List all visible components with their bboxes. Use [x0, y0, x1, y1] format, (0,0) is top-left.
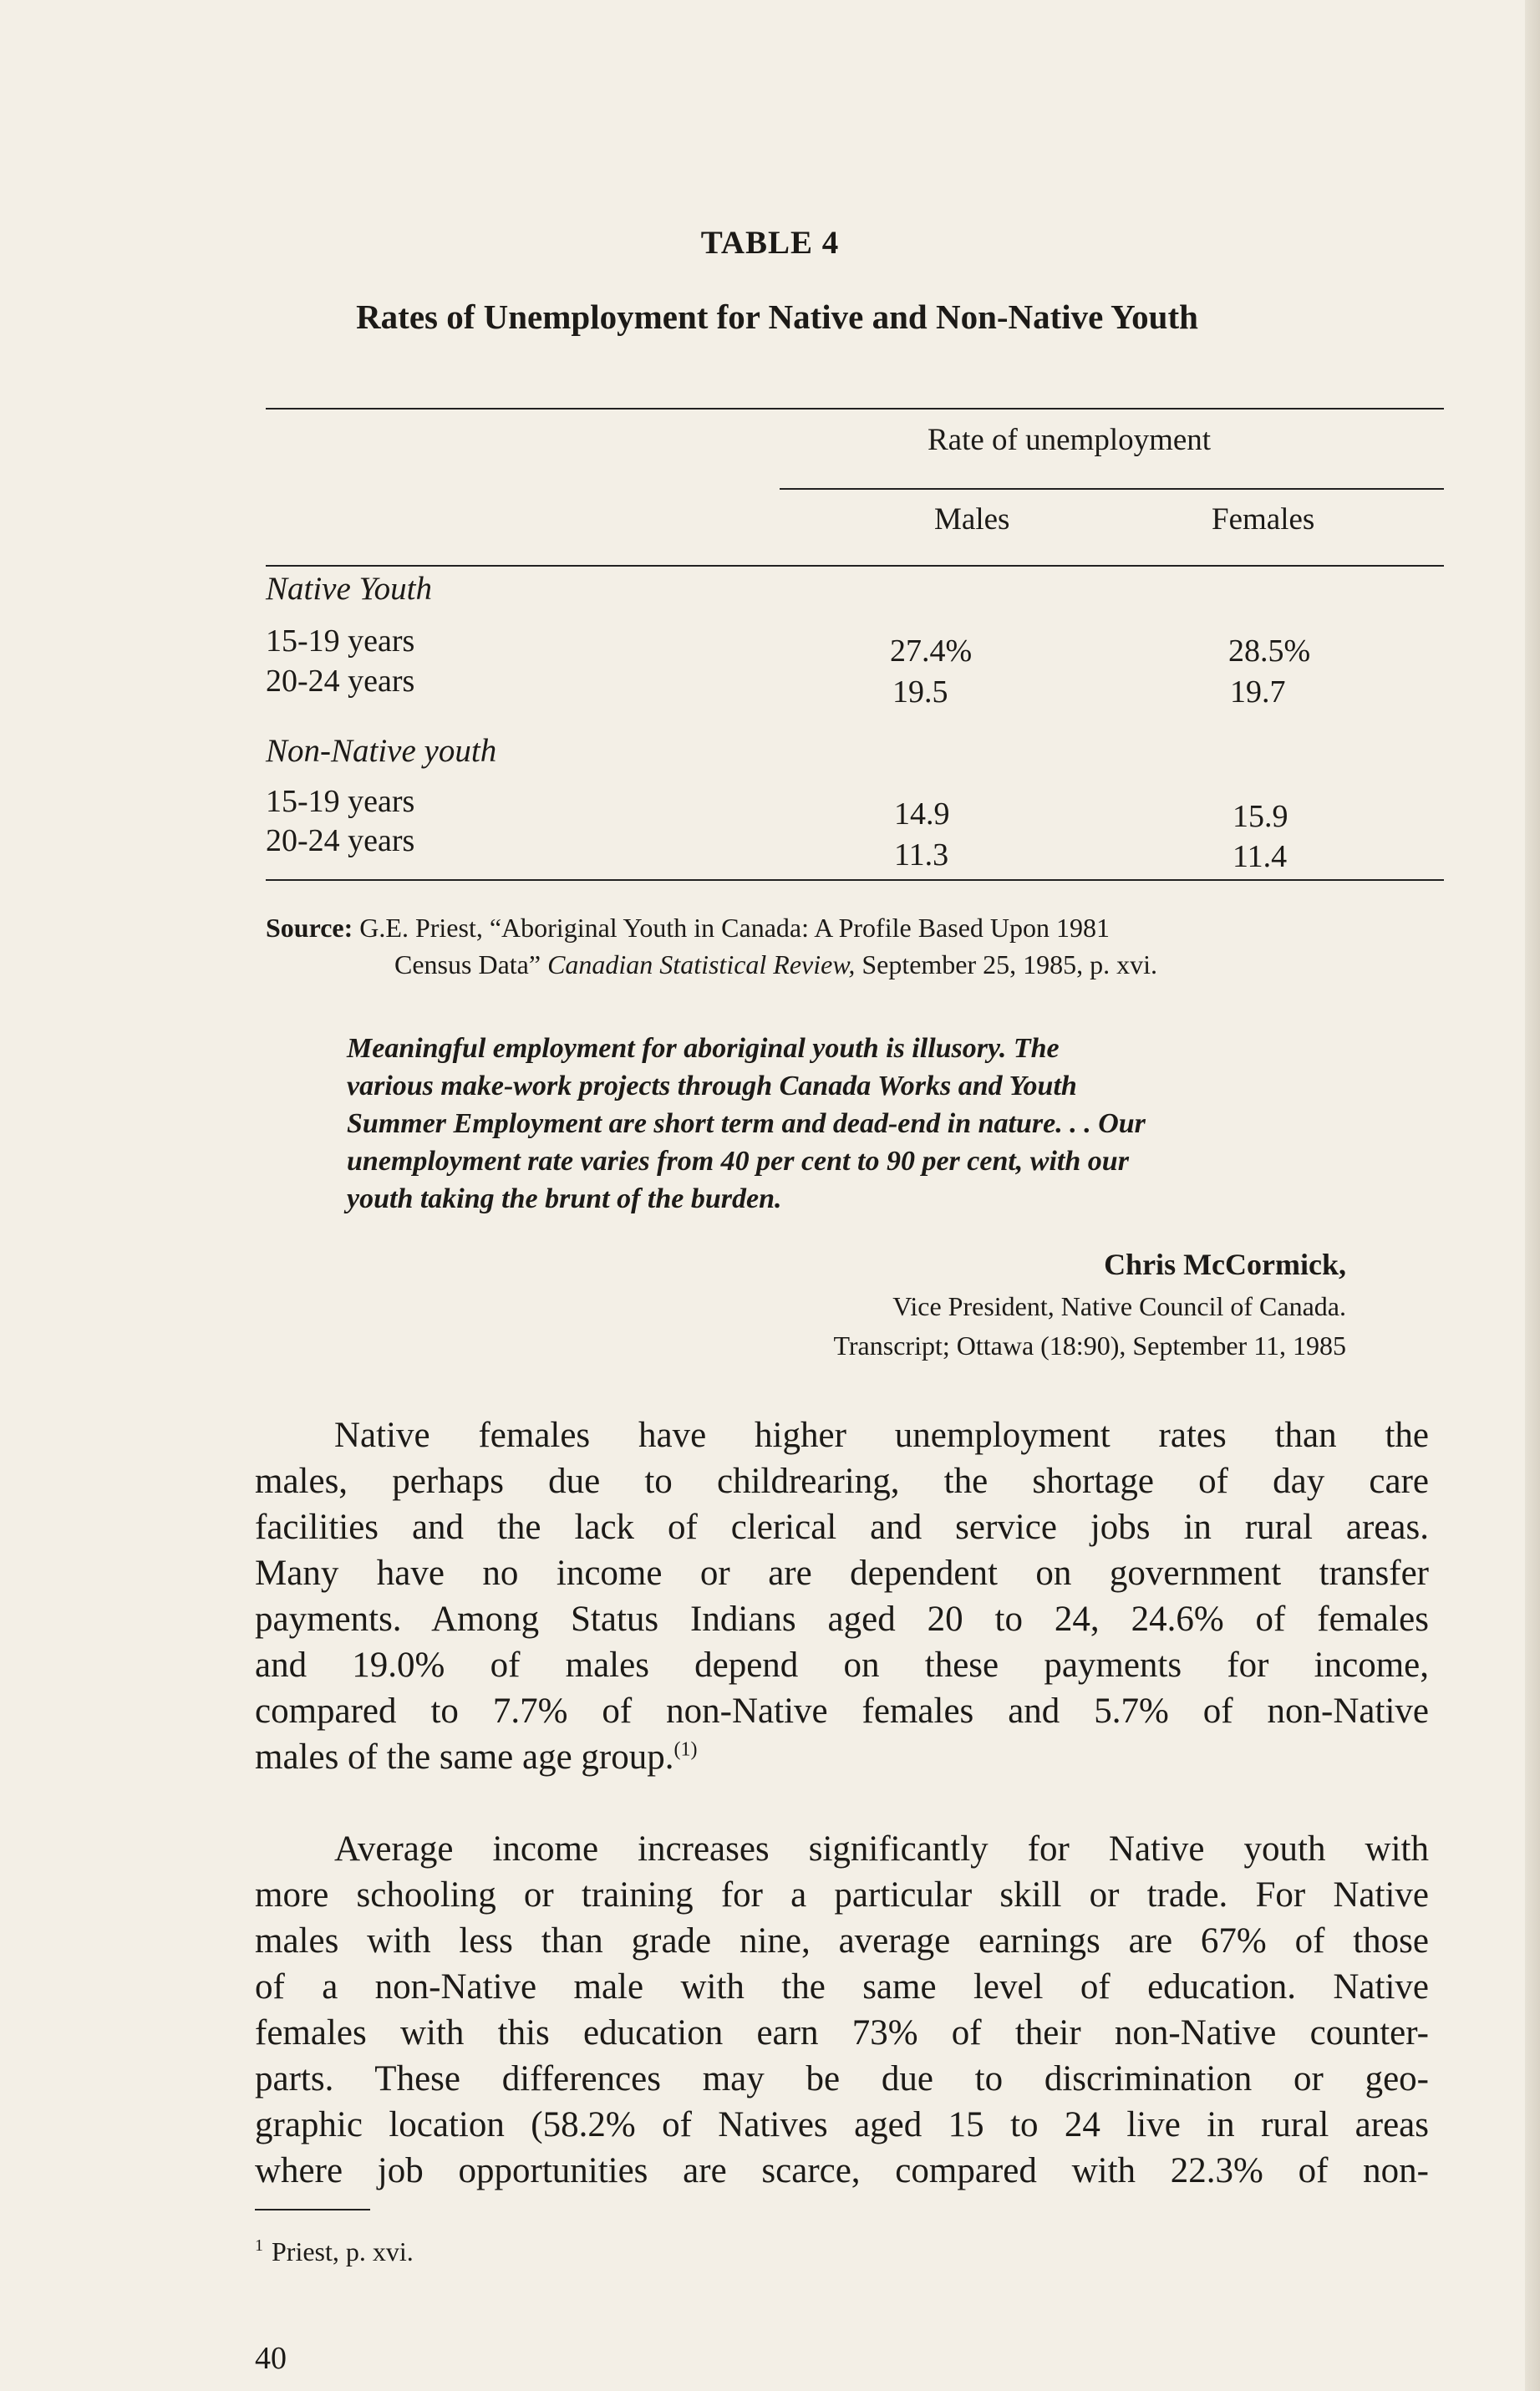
quote-author: Chris McCormick,	[1104, 1248, 1346, 1281]
page-number: 40	[255, 2341, 287, 2376]
paragraph-line: graphic location (58.2% of Natives aged 15 to 24 live in rural areas	[255, 2105, 1429, 2144]
footnote-reference: (1)	[673, 1738, 698, 1761]
paragraph-text: males of the same age group.	[255, 1737, 674, 1777]
quote-line: unemployment rate varies from 40 per cent to 90 per cent, with our	[347, 1146, 1129, 1177]
cell-females: 15.9	[1233, 799, 1288, 834]
cell-females: 11.4	[1233, 839, 1288, 874]
paragraph-line: females with this education earn 73% of their non-Native counter-	[255, 2013, 1429, 2053]
source-journal: Canadian Statistical Review,	[547, 949, 856, 979]
column-header-females: Females	[1212, 502, 1315, 537]
block-quote	[347, 1030, 1358, 1218]
footnote	[255, 2236, 414, 2267]
quote-line: Meaningful employment for aboriginal youth is illusory. The	[347, 1033, 1060, 1064]
footnote-mark: 1	[255, 2236, 263, 2256]
row-label: 20-24 years	[266, 664, 415, 699]
quote-line: Summer Employment are short term and dead-end in nature. . . Our	[347, 1108, 1146, 1139]
source-text: G.E. Priest, “Aboriginal Youth in Canada: A Profile Based Upon 1981	[359, 913, 1110, 943]
paragraph-line	[255, 1734, 1429, 1780]
cell-males: 11.3	[894, 837, 949, 872]
quote-line: various make-work projects through Canada Works and Youth	[347, 1071, 1077, 1101]
paragraph-line: of a non-Native male with the same level of education. Native	[255, 1967, 1429, 2007]
table-number: TABLE 4	[700, 225, 840, 261]
row-label: 15-19 years	[266, 623, 415, 659]
row-label: 20-24 years	[266, 823, 415, 858]
source-line-1	[266, 909, 1157, 946]
table-top-rule	[266, 408, 1444, 410]
group-header: Rate of unemployment	[928, 423, 1212, 457]
source-text: September 25, 1985, p. xvi.	[861, 949, 1158, 979]
table-title: Rates of Unemployment for Native and Non-Native Youth	[356, 298, 1198, 336]
cell-females: 19.7	[1230, 674, 1286, 710]
quote-citation: Transcript; Ottawa (18:90), September 11, 1985	[833, 1330, 1346, 1361]
cell-males: 27.4%	[890, 633, 973, 669]
footnote-rule	[255, 2209, 370, 2210]
body-paragraph	[255, 1412, 1429, 1780]
cell-males: 19.5	[892, 674, 948, 710]
source-text: Census Data”	[394, 949, 541, 979]
cell-males: 14.9	[894, 796, 950, 832]
paragraph-line: facilities and the lack of clerical and service jobs in rural areas.	[255, 1508, 1429, 1547]
body-paragraph	[255, 1826, 1429, 2194]
section-non-native-youth: Non-Native youth	[266, 733, 497, 769]
section-native-youth: Native Youth	[266, 571, 432, 607]
table-source	[266, 909, 1157, 983]
table-bottom-rule	[266, 879, 1444, 881]
paragraph-line: compared to 7.7% of non-Native females and 5.7% of non-Native	[255, 1692, 1429, 1731]
column-header-males: Males	[934, 502, 1010, 537]
source-label: Source:	[266, 913, 353, 943]
quote-author-role: Vice President, Native Council of Canada.	[892, 1291, 1346, 1321]
paragraph-line: parts. These differences may be due to discrimination or geo-	[255, 2059, 1429, 2098]
paragraph-line: Many have no income or are dependent on government transfer	[255, 1554, 1429, 1593]
paragraph-line: Native females have higher unemployment rates than the	[334, 1416, 1429, 1455]
paragraph-line: more schooling or training for a particular skill or trade. For Native	[255, 1875, 1429, 1915]
group-header-rule	[780, 488, 1444, 490]
paragraph-line: payments. Among Status Indians aged 20 to 24, 24.6% of females	[255, 1600, 1429, 1639]
header-bottom-rule	[266, 565, 1444, 567]
quote-line: youth taking the brunt of the burden.	[347, 1183, 782, 1214]
row-label: 15-19 years	[266, 784, 415, 819]
paragraph-line: Average income increases significantly for Native youth with	[334, 1829, 1429, 1869]
paragraph-line: males, perhaps due to childrearing, the shortage of day care	[255, 1462, 1429, 1501]
footnote-text: Priest, p. xvi.	[272, 2236, 414, 2266]
source-line-2	[266, 946, 1157, 983]
paragraph-line: where job opportunities are scarce, compared with 22.3% of non-	[255, 2151, 1429, 2190]
page-edge-shadow	[1525, 0, 1540, 2391]
paragraph-line: males with less than grade nine, average earnings are 67% of those	[255, 1921, 1429, 1961]
cell-females: 28.5%	[1228, 633, 1311, 669]
paragraph-line: and 19.0% of males depend on these payments for income,	[255, 1646, 1429, 1685]
